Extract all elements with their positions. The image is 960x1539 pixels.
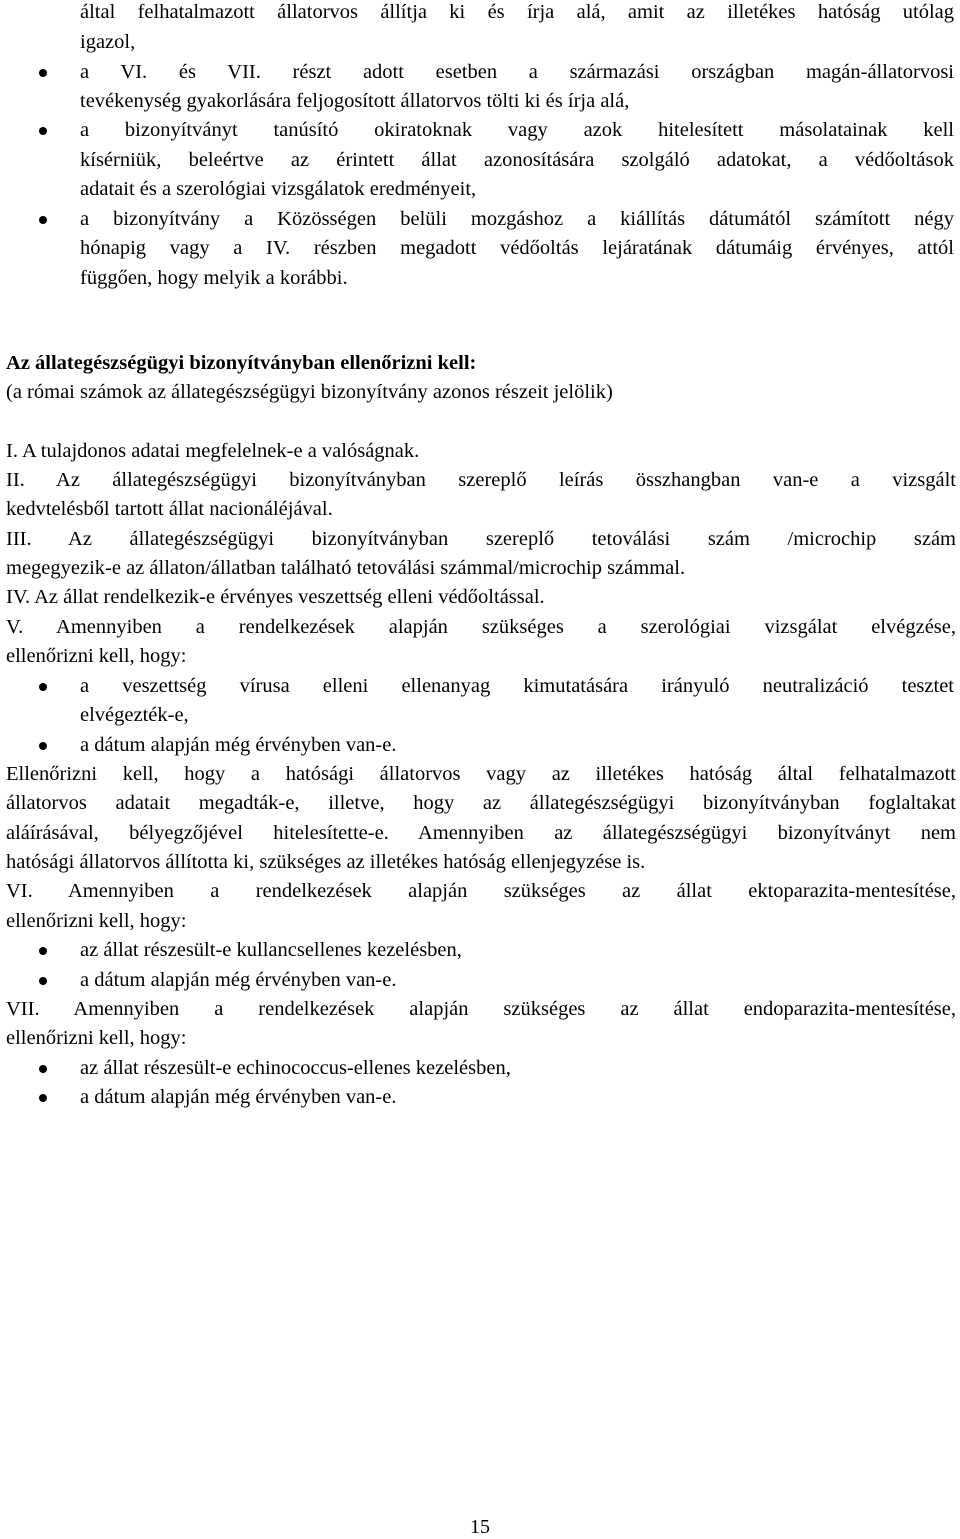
text-line: elvégezték-e, [80,704,189,726]
list-item: az állat részesült-e echinococcus-ellenes kezelésben, [80,1057,511,1079]
item-vi: VI. Amennyiben a rendelkezések alapján szükséges az állat ektoparazita-mentesítése, [6,880,956,902]
bullet-icon [39,1065,47,1073]
item-ii: II. Az állategészségügyi bizonyítványban szereplő leírás összhangban van-e a vizsgált [6,469,956,491]
bullet-icon [39,1094,47,1102]
text-line: kísérniük, beleértve az érintett állat azonosítására szolgáló adatokat, a védőoltások [80,149,954,171]
bullet-icon [39,742,47,750]
item-i: I. A tulajdonos adatai megfelelnek-e a valóságnak. [6,440,420,462]
paragraph-line: hatósági állatorvos állította ki, szükséges az illetékes hatóság ellenjegyzése is. [6,851,646,873]
list-item: a bizonyítványt tanúsító okiratoknak vagy azok hitelesített másolatainak kell [80,119,954,141]
text-line: adatait és a szerológiai vizsgálatok eredményeit, [80,178,477,200]
list-item: a VI. és VII. részt adott esetben a származási országban magán-állatorvosi [80,61,954,83]
item-iv: IV. Az állat rendelkezik-e érvényes veszettség elleni védőoltással. [6,586,545,608]
text-line: ellenőrizni kell, hogy: [6,1027,187,1049]
text-line: függően, hogy melyik a korábbi. [80,267,348,289]
page-number: 15 [470,1516,490,1538]
bullet-icon [39,977,47,985]
item-iii: III. Az állategészségügyi bizonyítványban szereplő tetoválási szám /microchip szám [6,528,956,550]
text-line: igazol, [80,31,136,53]
bullet-icon [39,216,47,224]
text-line: megegyezik-e az állaton/állatban található tetoválási számmal/microchip számmal. [6,557,686,579]
bullet-icon [39,683,47,691]
paragraph-line: aláírásával, bélyegzőjével hitelesítette-e. Amennyiben az állategészségügyi bizonyítványt nem [6,822,956,844]
bullet-icon [39,947,47,955]
text-line: kedvtelésből tartott állat nacionáléjával. [6,498,333,520]
item-vii: VII. Amennyiben a rendelkezések alapján szükséges az állat endoparazita-mentesítése, [6,998,956,1020]
text-line: tevékenység gyakorlására feljogosított állatorvos tölti ki és írja alá, [80,90,630,112]
paragraph-line: állatorvos adatait megadták-e, illetve, hogy az állategészségügyi bizonyítványban foglaltakat [6,792,956,814]
item-v: V. Amennyiben a rendelkezések alapján szükséges a szerológiai vizsgálat elvégzése, [6,616,956,638]
paragraph-line: Ellenőrizni kell, hogy a hatósági állatorvos vagy az illetékes hatóság által felhatalmazott [6,763,956,785]
list-item: a veszettség vírusa elleni ellenanyag kimutatására irányuló neutralizáció tesztet [80,675,954,697]
text-line: által felhatalmazott állatorvos állítja ki és írja alá, amit az illetékes hatóság utólag [80,1,954,23]
section-subheading: (a római számok az állategészségügyi bizonyítvány azonos részeit jelölik) [6,381,613,403]
text-line: hónapig vagy a IV. részben megadott védőoltás lejáratának dátumáig érvényes, attól [80,237,954,259]
bullet-icon [39,127,47,135]
text-line: ellenőrizni kell, hogy: [6,645,187,667]
list-item: a dátum alapján még érvényben van-e. [80,969,397,991]
list-item: a dátum alapján még érvényben van-e. [80,734,397,756]
list-item: az állat részesült-e kullancsellenes kezelésben, [80,939,462,961]
section-heading: Az állategészségügyi bizonyítványban ellenőrizni kell: [6,352,477,374]
bullet-icon [39,69,47,77]
list-item: a bizonyítvány a Közösségen belüli mozgáshoz a kiállítás dátumától számított négy [80,208,954,230]
list-item: a dátum alapján még érvényben van-e. [80,1086,397,1108]
text-line: ellenőrizni kell, hogy: [6,910,187,932]
